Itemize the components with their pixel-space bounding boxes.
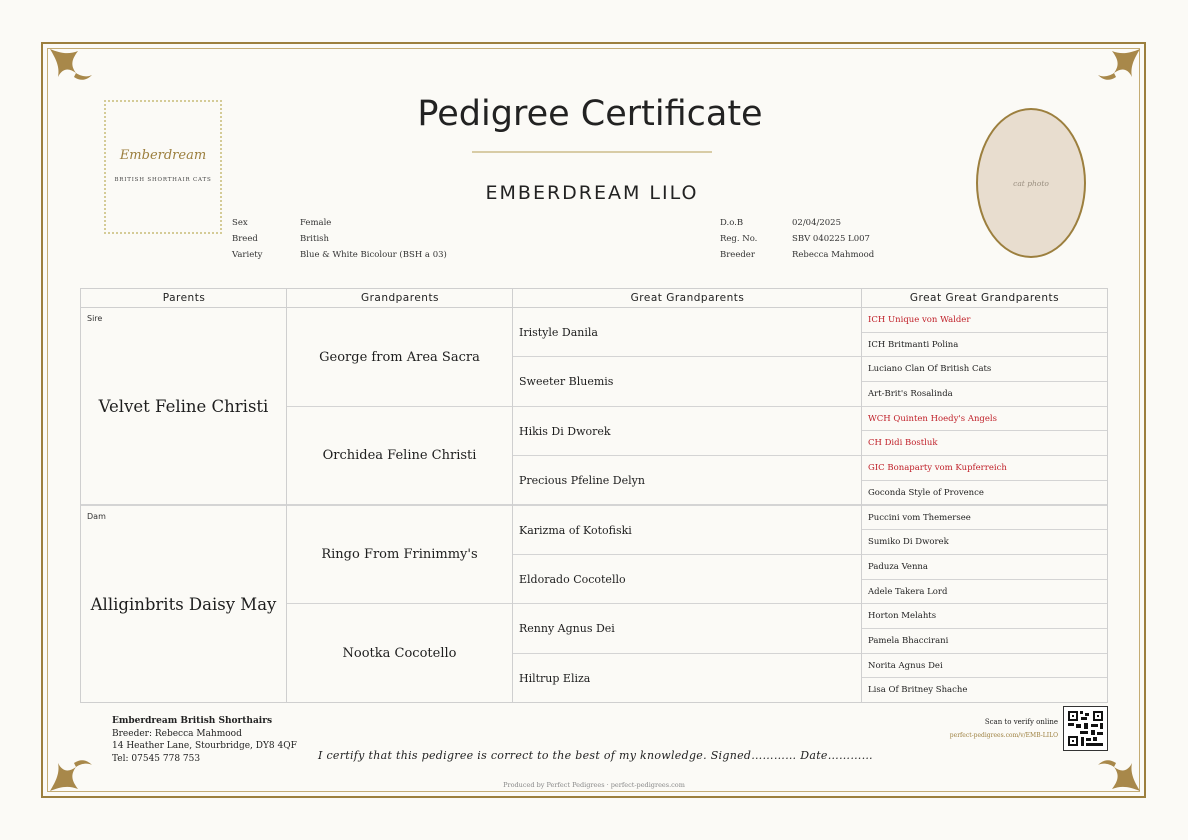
great-great-grandparent-cell: Horton Melahts [862, 604, 1107, 629]
great-great-grandparent-cell: Puccini vom Themersee [862, 506, 1107, 530]
grandparent-cell: Ringo From Frinimmy's [287, 506, 512, 604]
grandparent-cell: Nootka Cocotello [342, 645, 457, 661]
info-value-sex: Female [300, 218, 332, 228]
great-grandparent-cell: Iristyle Danila [513, 308, 861, 357]
cat-photo-placeholder [976, 108, 1086, 258]
header-great-grandparents: Great Grandparents [513, 289, 862, 308]
great-great-grandparent-cell: Norita Agnus Dei [862, 654, 1107, 678]
great-grandparent-cell: Karizma of Kotofiski [513, 506, 861, 555]
info-value-breeder: Rebecca Mahmood [792, 250, 875, 260]
great-great-grandparent-cell: Goconda Style of Provence [862, 481, 1107, 506]
dam-label: Dam [87, 512, 106, 521]
great-great-grandparent-cell: Paduza Venna [862, 555, 1107, 580]
great-great-grandparent-cell: ICH Britmanti Polina [862, 333, 1107, 357]
great-grandparent-cell: Hikis Di Dworek [513, 407, 861, 456]
dam-name: Alliginbrits Daisy May [90, 594, 277, 614]
qr-code-icon[interactable] [1063, 706, 1108, 751]
photo-placeholder-label: cat photo [1013, 178, 1049, 188]
great-great-grandparent-cell: Lisa Of Britney Shache [868, 685, 968, 695]
info-value-breed: British [300, 234, 329, 244]
info-label-dob: D.o.B [720, 218, 744, 228]
title-divider [472, 151, 712, 153]
info-label-breed: Breed [232, 234, 258, 244]
grandparent-cell: George from Area Sacra [287, 308, 512, 407]
sire-label: Sire [87, 314, 103, 323]
great-great-grandparent-cell: Pamela Bhaccirani [862, 629, 1107, 654]
great-great-grandparent-cell: Adele Takera Lord [862, 580, 1107, 604]
info-label-variety: Variety [232, 250, 263, 260]
great-grandparent-cell: Eldorado Cocotello [513, 555, 861, 604]
great-great-grandparent-cell: WCH Quinten Hoedy's Angels [862, 407, 1107, 431]
info-value-reg: SBV 040225 L007 [792, 234, 870, 244]
great-great-grandparent-cell: Sumiko Di Dworek [862, 530, 1107, 555]
corner-ornament-icon [48, 47, 94, 93]
info-label-breeder: Breeder [720, 250, 755, 260]
great-great-grandparent-cell: GIC Bonaparty vom Kupferreich [862, 456, 1107, 481]
info-label-reg: Reg. No. [720, 234, 758, 244]
logo-name: Emberdream [119, 148, 207, 163]
sire-name: Velvet Feline Christi [98, 396, 269, 416]
breeder-contact [112, 715, 297, 765]
great-great-grandparent-cell: CH Didi Bostluk [862, 431, 1107, 456]
verify-url[interactable]: perfect-pedigrees.com/v/EMB-LILO [949, 732, 1058, 739]
info-value-dob: 02/04/2025 [792, 218, 841, 228]
breeder-name: Breeder: Rebecca Mahmood [112, 728, 242, 739]
scan-label: Scan to verify online [984, 718, 1058, 726]
cattery-name: Emberdream British Shorthairs [112, 716, 273, 726]
header-great-great-grandparents: Great Great Grandparents [862, 289, 1107, 308]
logo-subtitle: BRITISH SHORTHAIR CATS [114, 177, 212, 183]
certification-statement: I certify that this pedigree is correct to the best of my knowledge. Signed………… Date………… [318, 749, 873, 762]
header-parents: Parents [81, 289, 287, 308]
pedigree-table [80, 288, 1108, 703]
page-title: Pedigree Certificate [417, 94, 763, 134]
breeder-phone: Tel: 07545 778 753 [112, 753, 201, 764]
verify-block [950, 718, 1058, 739]
sire-cell [81, 308, 286, 506]
cat-name: EMBERDREAM LILO [485, 182, 699, 204]
corner-ornament-icon [1096, 47, 1142, 93]
great-grandparent-cell: Hiltrup Eliza [519, 671, 591, 685]
info-label-sex: Sex [232, 218, 248, 228]
great-grandparent-cell: Renny Agnus Dei [513, 604, 861, 654]
header-grandparents: Grandparents [287, 289, 513, 308]
grandparent-cell: Orchidea Feline Christi [287, 407, 512, 506]
great-grandparent-cell: Precious Pfeline Delyn [513, 456, 861, 506]
great-grandparent-cell: Sweeter Bluemis [513, 357, 861, 407]
breeder-address: 14 Heather Lane, Stourbridge, DY8 4QF [112, 741, 297, 751]
great-great-grandparent-cell: Luciano Clan Of British Cats [862, 357, 1107, 382]
cattery-logo [104, 100, 222, 234]
info-value-variety: Blue & White Bicolour (BSH a 03) [300, 250, 447, 260]
dam-cell [81, 506, 286, 702]
great-great-grandparent-cell: ICH Unique von Walder [862, 308, 1107, 333]
great-great-grandparent-cell: Art-Brit's Rosalinda [862, 382, 1107, 407]
footer-credit: Produced by Perfect Pedigrees · perfect-pedigrees.com [503, 781, 685, 789]
